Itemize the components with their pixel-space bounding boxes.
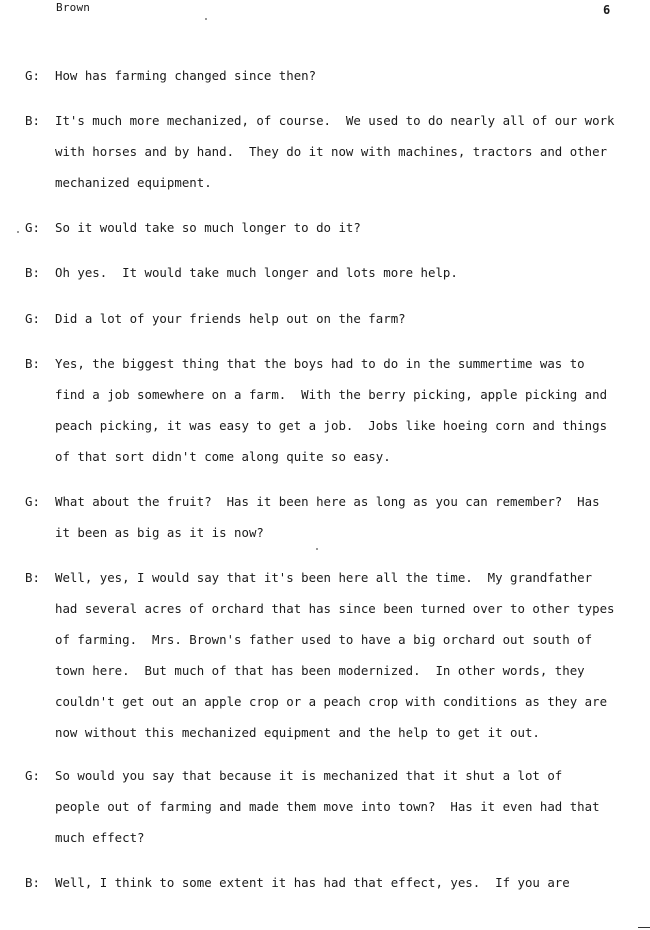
entry-text xyxy=(55,562,625,748)
speaker-label: B: xyxy=(25,265,40,280)
scan-edge-mark xyxy=(638,927,650,928)
text-line: It's much more mechanized, of course. We used to do nearly all of our work xyxy=(55,113,615,128)
text-line: Well, yes, I would say that it's been here all the time. My grandfather xyxy=(55,570,593,585)
text-line: people out of farming and made them move into town? Has it even had that xyxy=(55,799,600,814)
speaker-label: G: xyxy=(25,311,40,326)
text-line: Oh yes. It would take much longer and lots more help. xyxy=(55,265,458,280)
entry-text xyxy=(55,760,625,853)
text-line: town here. But much of that has been modernized. In other words, they xyxy=(55,663,585,678)
text-line: What about the fruit? Has it been here as long as you can remember? Has xyxy=(55,494,600,509)
speaker-label: B: xyxy=(25,356,40,371)
text-line: peach picking, it was easy to get a job. Jobs like hoeing corn and things xyxy=(55,418,608,433)
text-line: of that sort didn't come along quite so easy. xyxy=(55,449,391,464)
scan-speck xyxy=(17,231,19,233)
entry-text xyxy=(55,303,625,334)
text-line: of farming. Mrs. Brown's father used to have a big orchard out south of xyxy=(55,632,593,647)
entry-text xyxy=(55,212,625,243)
text-line: much effect? xyxy=(55,830,145,845)
text-line: So it would take so much longer to do it? xyxy=(55,220,361,235)
entry-text xyxy=(55,486,625,548)
speaker-label: G: xyxy=(25,220,40,235)
text-line: mechanized equipment. xyxy=(55,175,212,190)
text-line: now without this mechanized equipment and the help to get it out. xyxy=(55,725,540,740)
speaker-label: B: xyxy=(25,875,40,890)
speaker-label: B: xyxy=(25,113,40,128)
entry-text xyxy=(55,105,625,198)
header-interviewee-name: Brown xyxy=(56,1,91,14)
scan-speck xyxy=(205,18,207,20)
text-line: Yes, the biggest thing that the boys had to do in the summertime was to xyxy=(55,356,585,371)
text-line: Did a lot of your friends help out on the farm? xyxy=(55,311,406,326)
text-line: How has farming changed since then? xyxy=(55,68,317,83)
text-line: couldn't get out an apple crop or a peach crop with conditions as they are xyxy=(55,694,608,709)
speaker-label: G: xyxy=(25,494,40,509)
text-line: So would you say that because it is mechanized that it shut a lot of xyxy=(55,768,563,783)
speaker-label: G: xyxy=(25,768,40,783)
scan-speck xyxy=(316,548,318,550)
entry-text xyxy=(55,257,625,288)
text-line: it been as big as it is now? xyxy=(55,525,264,540)
speaker-label: G: xyxy=(25,68,40,83)
text-line: Well, I think to some extent it has had that effect, yes. If you are xyxy=(55,875,570,890)
entry-text xyxy=(55,348,625,472)
speaker-label: B: xyxy=(25,570,40,585)
text-line: had several acres of orchard that has since been turned over to other types xyxy=(55,601,615,616)
page-number: 6 xyxy=(603,3,611,17)
entry-text xyxy=(55,867,625,898)
text-line: find a job somewhere on a farm. With the berry picking, apple picking and xyxy=(55,387,608,402)
entry-text xyxy=(55,60,625,91)
text-line: with horses and by hand. They do it now with machines, tractors and other xyxy=(55,144,608,159)
